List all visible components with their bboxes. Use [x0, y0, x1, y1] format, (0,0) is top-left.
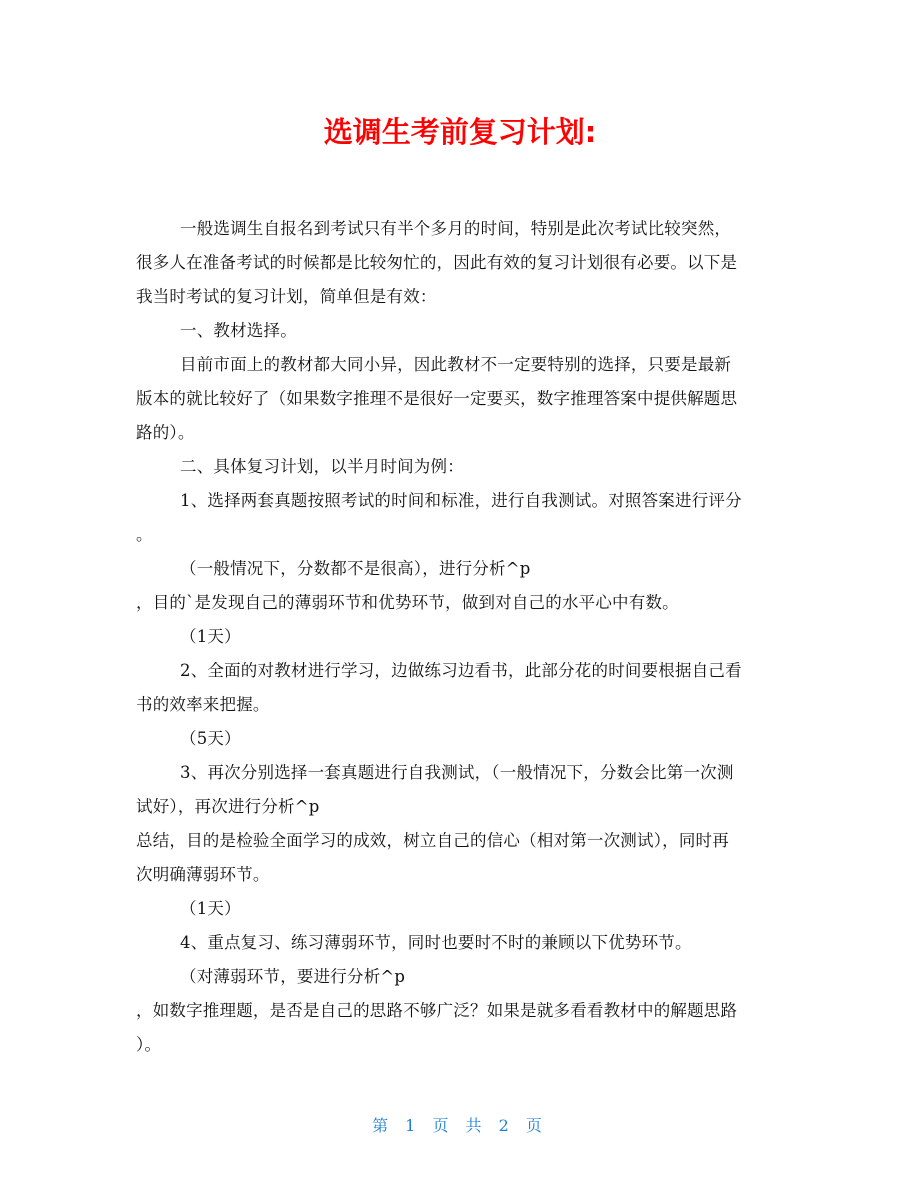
paragraph-line: 次明确薄弱环节。: [136, 865, 270, 884]
paragraph-line: 很多人在准备考试的时候都是比较匆忙的，因此有效的复习计划很有必要。以下是: [136, 253, 738, 272]
paragraph-line: 目前市面上的教材都大同小异，因此教材不一定要特别的选择，只要是最新: [180, 355, 732, 374]
section-heading: 二、具体复习计划，以半月时间为例：: [180, 457, 464, 476]
document-body: [136, 212, 788, 1062]
document-title: 选调生考前复习计划:: [323, 115, 597, 149]
page-number-footer: 第 1 页 共 2 页: [372, 1116, 548, 1135]
paragraph-line: ，如数字推理题，是否是自己的思路不够广泛？如果是就多看看教材中的解题思路: [136, 1001, 738, 1020]
paragraph-line: ，目的`是发现自己的薄弱环节和优势环节，做到对自己的水平心中有数。: [136, 593, 679, 612]
duration-note: （1天）: [180, 899, 241, 918]
paragraph-line: 。: [136, 525, 153, 544]
paragraph-line: ）。: [136, 1035, 162, 1054]
paragraph-line: 总结，目的是检验全面学习的成效，树立自己的信心（相对第一次测试），同时再: [136, 831, 729, 850]
paragraph-line: （对薄弱环节，要进行分析^p: [180, 967, 406, 986]
paragraph-line: 书的效率来把握。: [136, 695, 270, 714]
paragraph-line: 版本的就比较好了（如果数字推理不是很好一定要买，数字推理答案中提供解题思: [136, 389, 738, 408]
paragraph-line: 试好），再次进行分析^p: [136, 797, 320, 816]
paragraph-line: 路的）。: [136, 423, 195, 442]
list-item-1: 1、选择两套真题按照考试的时间和标准，进行自我测试。对照答案进行评分: [180, 491, 742, 510]
list-item-4: 4、重点复习、练习薄弱环节，同时也要时不时的兼顾以下优势环节。: [180, 933, 692, 952]
paragraph-line: 一般选调生自报名到考试只有半个多月的时间，特别是此次考试比较突然，: [180, 219, 732, 238]
list-item-3: 3、再次分别选择一套真题进行自我测试，（一般情况下，分数会比第一次测: [180, 763, 734, 782]
paragraph-line: （一般情况下，分数都不是很高），进行分析^p: [180, 559, 531, 578]
list-item-2: 2、全面的对教材进行学习，边做练习边看书，此部分花的时间要根据自己看: [180, 661, 742, 680]
duration-note: （1天）: [180, 627, 241, 646]
duration-note: （5天）: [180, 729, 241, 748]
section-heading: 一、教材选择。: [180, 321, 297, 340]
paragraph-line: 我当时考试的复习计划，简单但是有效：: [136, 287, 437, 306]
